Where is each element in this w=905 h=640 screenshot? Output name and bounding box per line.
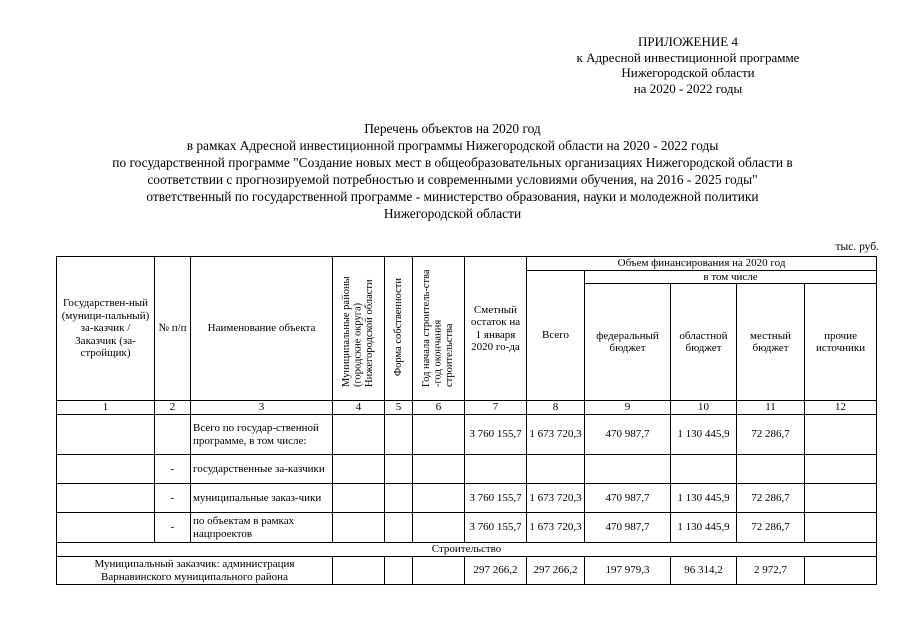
header-name: Наименование объекта — [191, 257, 333, 401]
cell-balance: 3 760 155,7 — [465, 513, 527, 543]
section-row — [57, 543, 877, 557]
header-ownership-text: Форма собственности — [392, 277, 404, 376]
cell-federal: 470 987,7 — [585, 484, 671, 513]
header-district-text: Муниципальные районы (городские округа) Нижегородской области — [340, 276, 375, 387]
cell-no: - — [155, 484, 191, 513]
cell-other — [805, 484, 877, 513]
col-number: 11 — [737, 401, 805, 415]
cell-total: 1 673 720,3 — [527, 415, 585, 455]
cell-regional: 1 130 445,9 — [671, 415, 737, 455]
header-funding: Объем финансирования на 2020 год — [527, 257, 877, 271]
cell-ownership — [385, 455, 413, 484]
cell-ownership — [385, 513, 413, 543]
header-district — [333, 257, 385, 401]
cell-federal: 470 987,7 — [585, 415, 671, 455]
cell-no: - — [155, 513, 191, 543]
cell-other — [805, 415, 877, 455]
cell-district — [333, 484, 385, 513]
cell-local: 72 286,7 — [737, 484, 805, 513]
cell-balance: 3 760 155,7 — [465, 484, 527, 513]
appendix-line: к Адресной инвестиционной программе — [576, 49, 800, 65]
header-local: местный бюджет — [737, 284, 805, 401]
appendix-header — [538, 34, 838, 96]
title-line: Перечень объектов на 2020 год — [364, 121, 541, 136]
cell-years — [413, 557, 465, 585]
col-number: 10 — [671, 401, 737, 415]
table-row — [57, 513, 877, 543]
title-line: ответственный по государственной программе - министерство образования, науки и молодежной политики — [146, 189, 759, 204]
cell-other — [805, 455, 877, 484]
cell-years — [413, 484, 465, 513]
cell-no: - — [155, 455, 191, 484]
col-number: 4 — [333, 401, 385, 415]
table-row — [57, 415, 877, 455]
units-label: тыс. руб. — [835, 241, 879, 253]
appendix-line: на 2020 - 2022 годы — [633, 80, 743, 96]
cell-federal: 197 979,3 — [585, 557, 671, 585]
cell-district — [333, 557, 385, 585]
customer-name: Муниципальный заказчик: администрация Варнавинского муниципального района — [57, 557, 333, 585]
header-other: прочие источники — [805, 284, 877, 401]
cell-federal: 470 987,7 — [585, 513, 671, 543]
cell-district — [333, 415, 385, 455]
cell-name: по объектам в рамках нацпроектов — [191, 513, 333, 543]
title-line: соответствии с прогнозируемой потребностью и современными условиями обучения, на 2016 - 2025 годы" — [147, 172, 758, 187]
table-row — [57, 484, 877, 513]
cell-regional: 96 314,2 — [671, 557, 737, 585]
cell-customer — [57, 484, 155, 513]
cell-regional: 1 130 445,9 — [671, 484, 737, 513]
cell-name: Всего по государ-ственной программе, в том числе: — [191, 415, 333, 455]
col-number: 5 — [385, 401, 413, 415]
col-number: 7 — [465, 401, 527, 415]
appendix-line: ПРИЛОЖЕНИЕ 4 — [638, 34, 738, 49]
cell-regional — [671, 455, 737, 484]
col-number: 12 — [805, 401, 877, 415]
cell-local: 2 972,7 — [737, 557, 805, 585]
header-including: в том числе — [585, 270, 877, 284]
column-number-row — [57, 401, 877, 415]
col-number: 6 — [413, 401, 465, 415]
cell-balance — [465, 455, 527, 484]
cell-total: 297 266,2 — [527, 557, 585, 585]
cell-ownership — [385, 557, 413, 585]
cell-years — [413, 415, 465, 455]
cell-balance: 3 760 155,7 — [465, 415, 527, 455]
cell-ownership — [385, 415, 413, 455]
cell-total — [527, 455, 585, 484]
title-line: по государственной программе "Создание новых мест в общеобразовательных организациях Нижегородской области в — [112, 155, 793, 170]
col-number: 3 — [191, 401, 333, 415]
cell-total: 1 673 720,3 — [527, 513, 585, 543]
cell-local — [737, 455, 805, 484]
customer-row — [57, 557, 877, 585]
cell-customer — [57, 513, 155, 543]
cell-local: 72 286,7 — [737, 415, 805, 455]
cell-other — [805, 513, 877, 543]
cell-balance: 297 266,2 — [465, 557, 527, 585]
header-years — [413, 257, 465, 401]
cell-other — [805, 557, 877, 585]
cell-total: 1 673 720,3 — [527, 484, 585, 513]
cell-customer — [57, 415, 155, 455]
col-number: 8 — [527, 401, 585, 415]
cell-regional: 1 130 445,9 — [671, 513, 737, 543]
header-no: № п/п — [155, 257, 191, 401]
header-years-text: Год начала строитель-ства -год окончания строительства — [420, 269, 455, 387]
appendix-line: Нижегородской области — [621, 65, 755, 80]
cell-district — [333, 455, 385, 484]
col-number: 9 — [585, 401, 671, 415]
cell-years — [413, 455, 465, 484]
cell-local: 72 286,7 — [737, 513, 805, 543]
title-line: Нижегородской области — [383, 206, 522, 221]
cell-name: муниципальные заказ-чики — [191, 484, 333, 513]
header-federal: федеральный бюджет — [585, 284, 671, 401]
header-balance: Сметный остаток на 1 января 2020 го-да — [465, 257, 527, 401]
cell-district — [333, 513, 385, 543]
col-number: 1 — [57, 401, 155, 415]
title-line: в рамках Адресной инвестиционной программы Нижегородской области на 2020 - 2022 годы — [186, 138, 719, 153]
funding-table — [56, 256, 877, 585]
header-customer: Государствен-ный (муници-пальный) за-казчик / Заказчик (за-стройщик) — [57, 257, 155, 401]
section-title: Строительство — [57, 543, 877, 557]
col-number: 2 — [155, 401, 191, 415]
document-title — [30, 120, 875, 222]
header-total: Всего — [527, 270, 585, 401]
table-row — [57, 455, 877, 484]
cell-federal — [585, 455, 671, 484]
header-ownership — [385, 257, 413, 401]
header-regional: областной бюджет — [671, 284, 737, 401]
cell-customer — [57, 455, 155, 484]
cell-years — [413, 513, 465, 543]
cell-no — [155, 415, 191, 455]
cell-name: государственные за-казчики — [191, 455, 333, 484]
cell-ownership — [385, 484, 413, 513]
